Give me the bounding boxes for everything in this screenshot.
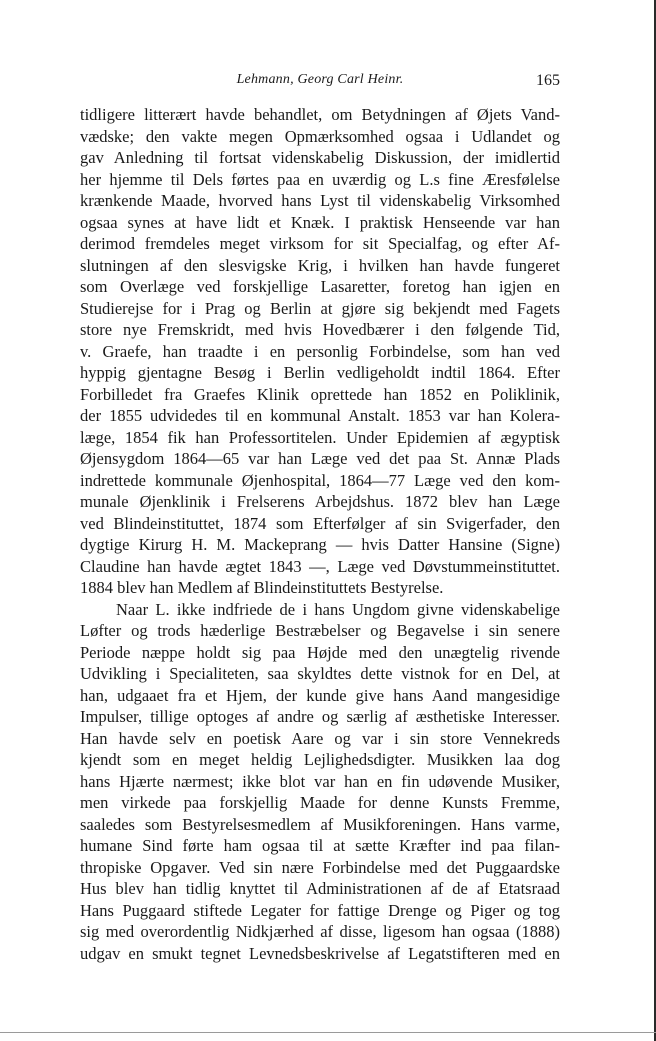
- text-line: Hans Puggaard stiftede Legater for fattige Drenge og Piger og tog: [80, 900, 560, 920]
- text-line: han, udgaaet fra et Hjem, der kunde give hans Aand mangesidige: [80, 685, 560, 705]
- paragraph: [80, 104, 560, 599]
- paragraph: [80, 599, 560, 965]
- text-line: kjendt som en meget heldig Lejlighedsdigter. Musikken laa dog: [80, 750, 560, 769]
- text-line: som Overlæge ved forskjellige Lasaretter, foretog han igjen en: [80, 277, 560, 296]
- text-line: udgav en smukt tegnet Levnedsbeskrivelse af Legatstifteren med en: [80, 943, 560, 963]
- text-line: saaledes som Bestyrelsesmedlem af Musikforeningen. Hans varme,: [80, 814, 560, 834]
- text-line: Øjensygdom 1864—65 var han Læge ved det paa St. Annæ Plads: [80, 449, 560, 468]
- text-line: men virkede paa forskjellig Maade for denne Kunsts Fremme,: [80, 793, 560, 812]
- text-line: Han havde selv en poetisk Aare og var i sin store Vennekreds: [80, 728, 560, 748]
- text-line: derimod fremdeles meget virksom for sit Specialfag, og efter Af-: [80, 234, 560, 253]
- text-line: Hus blev han tidlig knyttet til Administrationen af de af Etatsraad: [80, 879, 560, 898]
- text-line: læge, 1854 fik han Professortitelen. Under Epidemien af ægyptisk: [80, 427, 560, 447]
- text-line: dygtige Kirurg H. M. Mackeprang — hvis Datter Hansine (Signe): [80, 535, 560, 554]
- text-line: ogsaa synes at have lidt et Knæk. I praktisk Henseende var han: [80, 212, 560, 232]
- page-bottom-rule: [0, 1032, 656, 1033]
- text-line: Løfter og trods hæderlige Bestræbelser og Begavelse i sin senere: [80, 621, 560, 640]
- text-line: Studierejse for i Prag og Berlin at gjøre sig bekjendt med Fagets: [80, 298, 560, 318]
- text-line: sig med overordentlig Nidkjærhed af disse, ligesom han ogsaa (1888): [80, 922, 560, 941]
- text-line: hyppig gjentagne Besøg i Berlin vedligeholdt indtil 1864. Efter: [80, 363, 560, 382]
- page-number: 165: [536, 72, 560, 89]
- text-line: Claudine han havde ægtet 1843 —, Læge ved Døvstummeinstituttet.: [80, 556, 560, 576]
- text-line: vædske; den vakte megen Opmærksomhed ogsaa i Udlandet og: [80, 126, 560, 146]
- text-line: Impulser, tillige optoges af andre og særlig af æsthetiske Interesser.: [80, 707, 560, 726]
- text-line: krænkende Maade, hvorved hans Lyst til videnskabelig Virksomhed: [80, 191, 560, 210]
- text-line: Periode næppe holdt sig paa Højde med den unægtelig rivende: [80, 642, 560, 662]
- body-text: [80, 104, 560, 964]
- text-line: 1884 blev han Medlem af Blindeinstituttets Bestyrelse.: [80, 578, 444, 597]
- running-title: Lehmann, Georg Carl Heinr.: [236, 72, 404, 87]
- text-line: thropiske Opgaver. Ved sin nære Forbindelse med det Puggaardske: [80, 857, 560, 877]
- text-line: store nye Fremskridt, med hvis Hovedbærer i den følgende Tid,: [80, 320, 560, 339]
- text-line: slutningen af den slesvigske Krig, i hvilken han havde fungeret: [80, 255, 560, 275]
- text-line: ved Blindeinstituttet, 1874 som Efterfølger af sin Svigerfader, den: [80, 513, 560, 533]
- text-line: humane Sind førte ham ogsaa til at sætte Kræfter ind paa filan-: [80, 836, 560, 855]
- text-line: Forbilledet fra Graefes Klinik oprettede han 1852 en Poliklinik,: [80, 384, 560, 404]
- text-line: her hjemme til Dels førtes paa en uværdig og L.s fine Æresfølelse: [80, 169, 560, 189]
- text-line: munale Øjenklinik i Frelserens Arbejdshus. 1872 blev han Læge: [80, 492, 560, 511]
- text-line: Udvikling i Specialiteten, saa skyldtes dette vistnok for en Del, at: [80, 664, 560, 683]
- text-line: hans Hjærte nærmest; ikke blot var han en fin udøvende Musiker,: [80, 771, 560, 791]
- text-line: der 1855 udvidedes til en kommunal Anstalt. 1853 var han Kolera-: [80, 406, 560, 425]
- text-line: indrettede kommunale Øjenhospital, 1864—77 Læge ved den kom-: [80, 470, 560, 490]
- text-line: Naar L. ikke indfriede de i hans Ungdom givne videnskabelige: [116, 599, 560, 619]
- text-line: v. Graefe, han traadte i en personlig Forbindelse, som han ved: [80, 341, 560, 361]
- running-head: [80, 72, 560, 94]
- text-line: gav Anledning til fortsat videnskabelig Diskussion, der imidlertid: [80, 148, 560, 167]
- text-line: tidligere litterært havde behandlet, om Betydningen af Øjets Vand-: [80, 105, 560, 124]
